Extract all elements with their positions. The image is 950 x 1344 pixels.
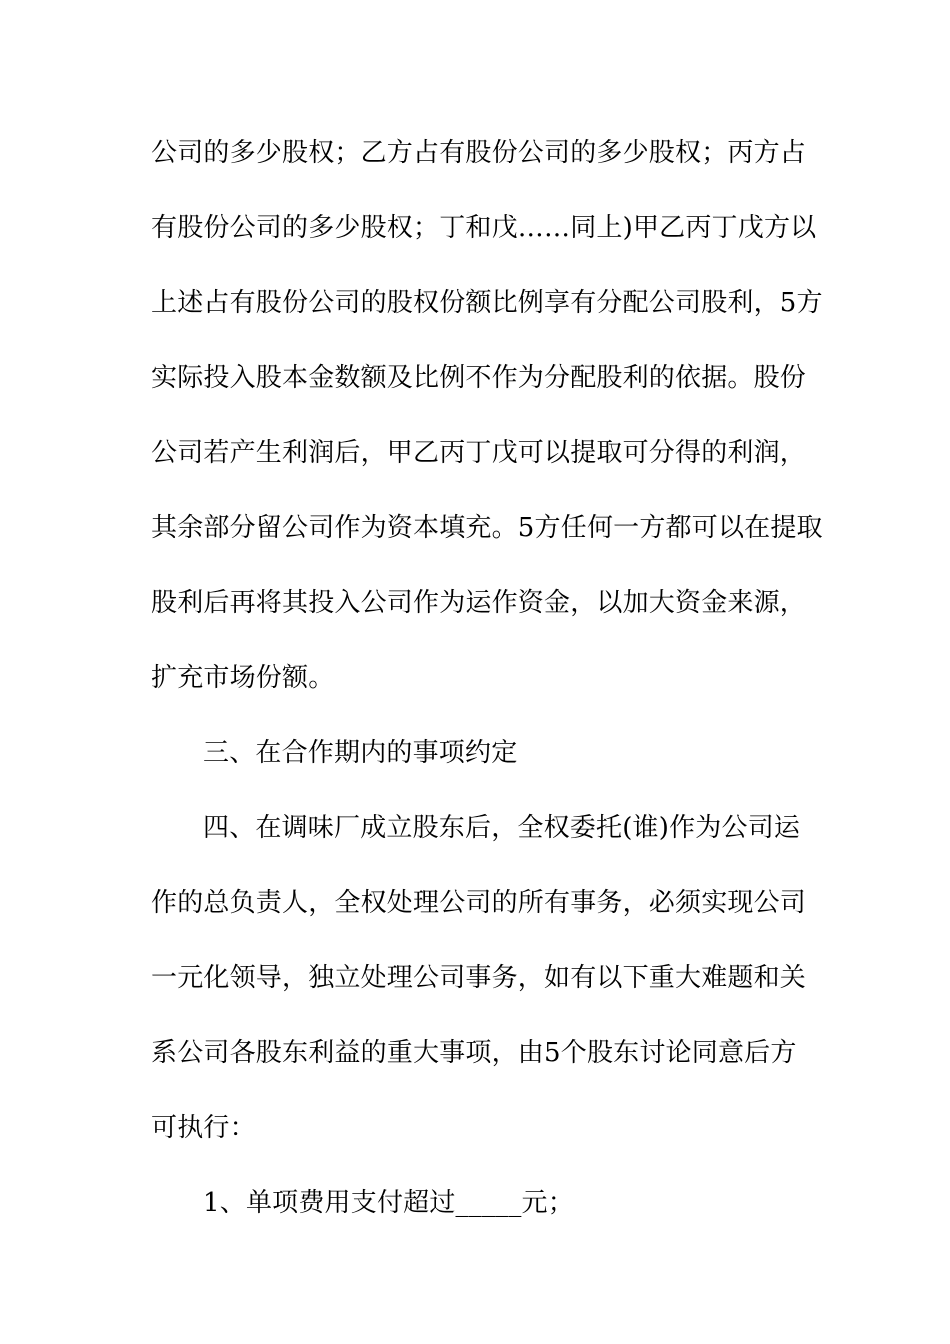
paragraph-line: 作的总负责人，全权处理公司的所有事务，必须实现公司 xyxy=(151,888,807,918)
paragraph-line: 一元化领导，独立处理公司事务，如有以下重大难题和关 xyxy=(151,963,807,993)
paragraph-line: 四、在调味厂成立股东后，全权委托(谁)作为公司运 xyxy=(203,813,801,843)
paragraph-line: 可执行： xyxy=(151,1113,256,1143)
paragraph-line: 公司若产生利润后，甲乙丙丁戊可以提取可分得的利润， xyxy=(151,438,807,468)
paragraph-line: 扩充市场份额。 xyxy=(151,663,335,693)
paragraph-line: 其余部分留公司作为资本填充。5方任何一方都可以在提取 xyxy=(151,513,823,543)
section-heading: 三、在合作期内的事项约定 xyxy=(203,738,518,768)
paragraph-line: 上述占有股份公司的股权份额比例享有分配公司股利，5方 xyxy=(151,288,823,318)
paragraph-line: 股利后再将其投入公司作为运作资金，以加大资金来源， xyxy=(151,588,807,618)
paragraph-line: 系公司各股东利益的重大事项，由5个股东讨论同意后方 xyxy=(151,1038,797,1068)
paragraph-line: 有股份公司的多少股权；丁和戊……同上)甲乙丙丁戊方以 xyxy=(151,213,817,243)
paragraph-line: 公司的多少股权；乙方占有股份公司的多少股权；丙方占 xyxy=(151,138,807,168)
paragraph-line: 实际投入股本金数额及比例不作为分配股利的依据。股份 xyxy=(151,363,807,393)
list-item: 1、单项费用支付超过_____元； xyxy=(203,1188,574,1218)
